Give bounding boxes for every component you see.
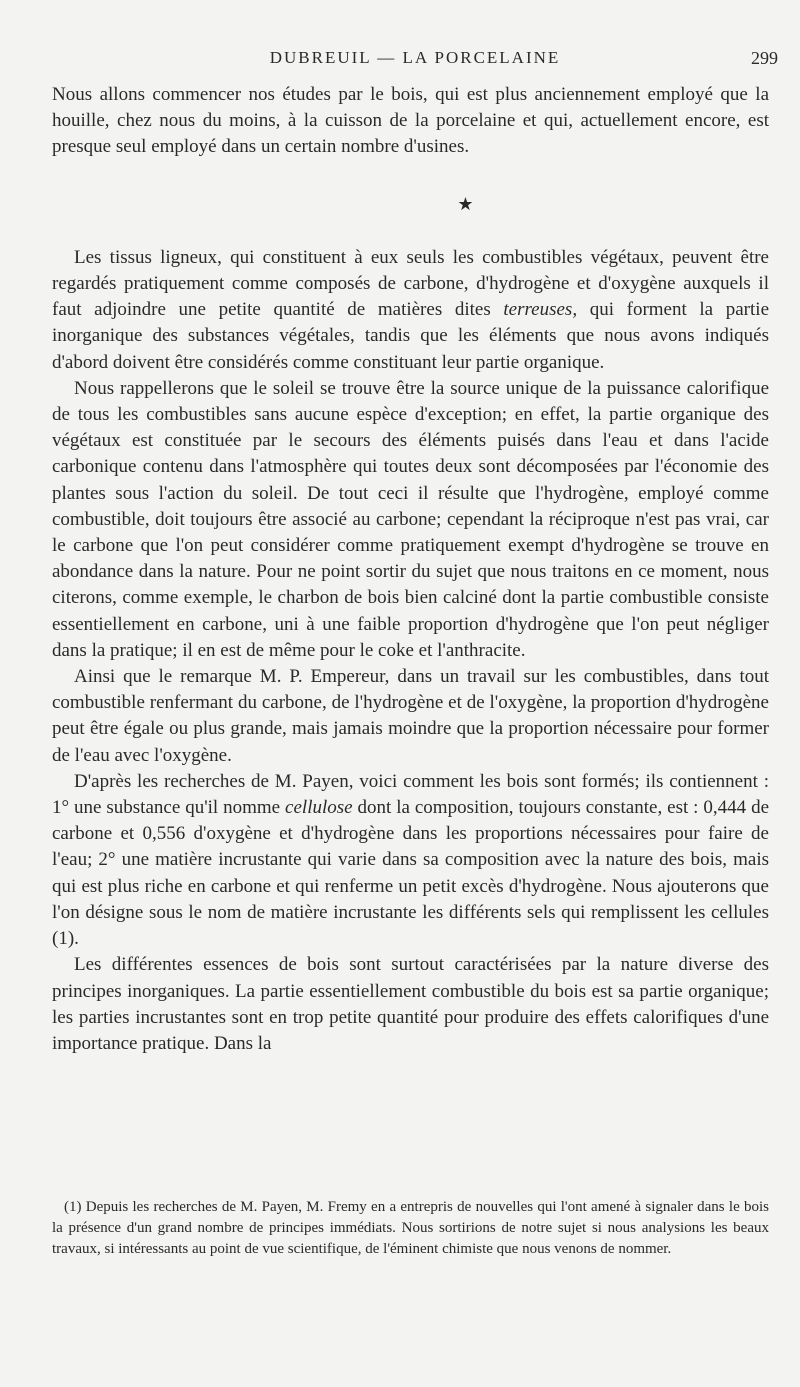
- footnote-text: (1) Depuis les recherches de M. Payen, M. Fremy en a entrepris de nouvelles qui l'ont amené à signaler dans le bois la présence d'un grand nombre de principes immédiats. Nous sortirions de notre sujet si nous analysions les beaux travaux, si intéressants au point de vue scientifique, de l'éminent chimiste que nous venons de nommer.: [52, 1199, 769, 1257]
- section-separator: [52, 191, 769, 217]
- paragraph-essences: Les différentes essences de bois sont surtout caractérisées par la nature diverse des principes inorganiques. La partie essentiellement combustible du bois est sa partie organique; les parties incrustantes sont en trop petite quantité pour produire des effets calorifiques d'une importance pratique. Dans la: [52, 954, 769, 1054]
- page-number: 299: [751, 48, 778, 68]
- paragraph-payen: D'après les recherches de M. Payen, voici comment les bois sont formés; ils contiennent : 1° une substance qu'il nomme cellulose dont la composition, toujours constante, est : 0,444 de carbone et 0,556 d'oxygène et d'hydrogène dans les proportions nécessaires pour faire de l'eau; 2° une matière incrustante qui varie dans sa composition avec la nature des bois, mais qui est plus riche en carbone et qui renferme un petit excès d'hydrogène. Nous ajouterons que l'on désigne sous le nom de matière incrustante les différents sels qui remplissent les cellules (1).: [52, 770, 770, 950]
- paragraph-tissus-ligneux: Les tissus ligneux, qui constituent à eux seuls les combustibles végétaux, peuvent être regardés pratiquement comme composés de carbone, d'hydrogène et d'oxygène auxquels il faut adjoindre une petite quantité de matières dites terreuses, qui forment la partie inorganique des substances végétales, tandis que les éléments que nous avons indiqués d'abord doivent être considérés comme constituant leur partie organique.: [52, 246, 769, 373]
- footnote: [52, 1197, 769, 1260]
- running-title: DUBREUIL — LA PORCELAINE: [269, 48, 561, 67]
- page-header: [52, 44, 778, 74]
- paragraph-intro: Nous allons commencer nos études par le bois, qui est plus anciennement employé que la houille, chez nous du moins, à la cuisson de la porcelaine et qui, actuellement encore, est presque seul employé dans un certain nombre d'usines.: [52, 84, 769, 158]
- italic-term: terreuses,: [503, 299, 578, 321]
- paragraph-empereur: Ainsi que le remarque M. P. Empereur, dans un travail sur les combustibles, dans tout combustible renfermant du carbone, de l'hydrogène et de l'oxygène, la proportion d'hydrogène peut être égale ou plus grande, mais jamais moindre que la proportion nécessaire pour former de l'eau avec l'oxygène.: [52, 666, 769, 766]
- paragraph-soleil: Nous rappellerons que le soleil se trouve être la source unique de la puissance calorifique de tous les combustibles sans aucune espèce d'exception; en effet, la partie organique des végétaux est constituée par le secours des éléments puisés dans l'eau et dans l'acide carbonique contenu dans l'atmosphère qui toutes deux sont décomposées par l'économie des plantes sous l'action du soleil. De tout ceci il résulte que l'hydrogène, employé comme combustible, doit toujours être associé au carbone; cependant la réciproque n'est pas vrai, car le carbone que l'on peut considérer comme pratiquement exempt d'hydrogène se trouve en abondance dans la nature. Pour ne point sortir du sujet que nous traitons en ce moment, nous citerons, comme exemple, le charbon de bois bien calciné dont la partie combustible consiste essentiellement en carbone, uni à une faible proportion d'hydrogène que l'on peut négliger dans la pratique; il en est de même pour le coke et l'anthracite.: [52, 377, 769, 661]
- italic-term: cellulose: [285, 797, 353, 819]
- star-ornament: ★: [457, 193, 474, 214]
- body-text: [52, 82, 769, 1057]
